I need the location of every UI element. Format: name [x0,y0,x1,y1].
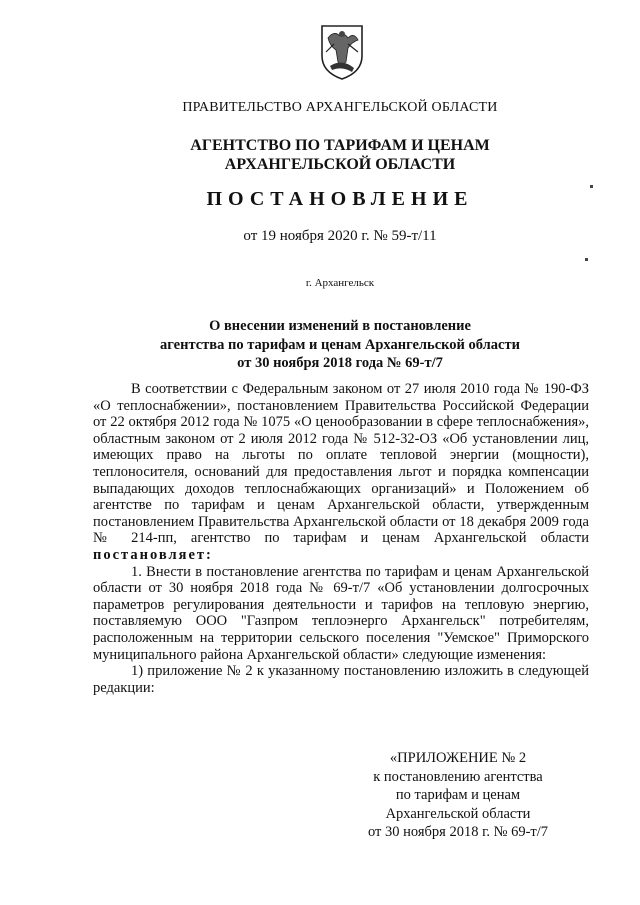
appendix-line1: «ПРИЛОЖЕНИЕ № 2 [389,750,527,766]
document-date-number: от 19 ноября 2020 г. № 59-т/11 [243,228,437,244]
subject-line3: от 30 ноября 2018 года № 69-т/7 [237,355,443,371]
document-type: ПОСТАНОВЛЕНИЕ [206,188,474,210]
appendix-heading [358,749,558,842]
subject-line2: агентства по тарифам и ценам Архангельской области [160,336,520,353]
preamble-text: В соответствии с Федеральным законом от 27 июля 2010 года № 190-ФЗ «О теплоснабжении», постановлением Правительства Российской Федерации от 22 октября 2012 года № 1075 «О ценообразовании в сфере теплоснабжения», областным законом от 2 июля 2012 года № 512-32-ОЗ «Об установлении лиц, имеющих право на льготы по оплате тепловой энергии (мощности), теплоносителя, оснований для предоставления льгот и порядка компенсации выпадающих доходов теплоснабжающих организаций» и Положением об агентстве по тарифам и ценам Архангельской области, утвержденным постановлением Правительства Архангельской области от 18 декабря 2009 года № 214-пп, агентство по тарифам и ценам Архангельской области [93,381,589,547]
agency-title-line2: АРХАНГЕЛЬСКОЙ ОБЛАСТИ [224,156,456,173]
paragraph-item-1: 1. Внести в постановление агентства по тарифам и ценам Архангельской области от 30 ноября 2018 года № 69-т/7 «Об установлении долгосрочных параметров регулирования деятельности и тарифов на тепловую энергию, поставляемую ООО "Газпром теплоэнерго Архангельск" потребителям, расположенным на территории сельского поселения "Уемское" Приморского муниципального района Архангельской области» следующие изменения: [93,563,589,663]
document-body [93,381,589,696]
subject-line1: О внесении изменений в постановление [209,318,471,334]
appendix-line5: от 30 ноября 2018 г. № 69-т/7 [367,824,549,840]
government-title: ПРАВИТЕЛЬСТВО АРХАНГЕЛЬСКОЙ ОБЛАСТИ [182,100,498,115]
agency-title-line1: АГЕНТСТВО ПО ТАРИФАМ И ЦЕНАМ [190,137,490,154]
scan-speck [585,258,588,261]
resolves-keyword: постановляет [93,546,207,563]
resolves-colon: : [206,546,213,563]
paragraph-subitem-1: 1) приложение № 2 к указанному постановлению изложить в следующей редакции: [93,663,589,696]
agency-title [0,136,640,174]
scan-speck [590,185,593,188]
appendix-line3: по тарифам и ценам [395,787,521,803]
coat-of-arms-icon [318,22,366,82]
paragraph-preamble [93,381,589,564]
appendix-line2: к постановлению агентства [373,768,543,785]
appendix-line4: Архангельской области [385,805,531,822]
document-city: г. Архангельск [305,277,375,289]
document-subject [0,317,640,373]
